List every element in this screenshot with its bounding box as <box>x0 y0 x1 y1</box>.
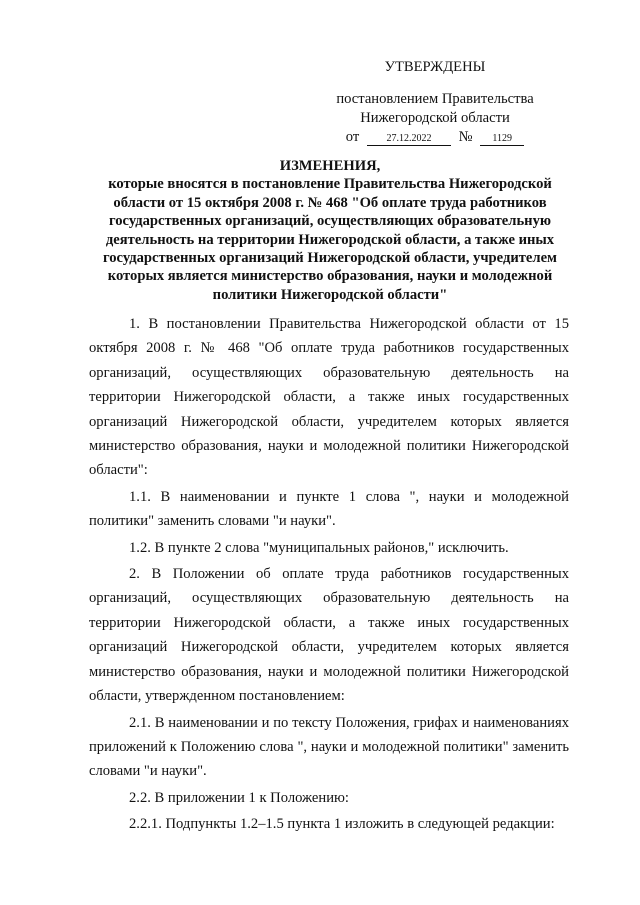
paragraph: 2.1. В наименовании и по тексту Положения, грифах и наименованиях приложений к Положению слова ", науки и молодежной политики" заменить словами "и науки". <box>89 714 569 780</box>
number-sign: № <box>458 129 473 145</box>
approval-block <box>300 58 570 147</box>
paragraph: 1.1. В наименовании и пункте 1 слова ", науки и молодежной политики" заменить словами "и науки". <box>89 488 569 530</box>
approval-line-1: постановлением Правительства <box>336 91 534 107</box>
approved-label: УТВЕРЖДЕНЫ <box>384 59 486 75</box>
from-label: от <box>345 129 360 145</box>
heading-subtitle: которые вносятся в постановление Правительства Нижегородской области от 15 октября 2008 г. № 468 "Об оплате труда работников государственных организаций, осуществляющих образовательную деятельность на территории Нижегородской области, а также иных государственных организаций Нижегородской области, учредителем которых является министерство образования, науки и молодежной политики Нижегородской области" <box>102 176 557 303</box>
approval-line-2: Нижегородской области <box>360 110 510 126</box>
approval-number: 1129 <box>480 133 524 146</box>
document-body <box>89 312 569 837</box>
approval-date-line <box>300 128 570 147</box>
paragraph: 1.2. В пункте 2 слова "муниципальных районов," исключить. <box>129 539 509 556</box>
approval-date: 27.12.2022 <box>367 133 451 146</box>
paragraph: 2.2.1. Подпункты 1.2–1.5 пункта 1 изложить в следующей редакции: <box>129 816 555 833</box>
paragraph: 2.2. В приложении 1 к Положению: <box>129 789 349 806</box>
paragraph: 1. В постановлении Правительства Нижегородской области от 15 октября 2008 г. № 468 "Об оплате труда работников государственных организаций, осуществляющих образовательную деятельность на территории Нижегородской области, а также иных государственных организаций Нижегородской области, учредителем которых является министерство образования, науки и молодежной политики Нижегородской области": <box>89 316 569 479</box>
paragraph: 2. В Положении об оплате труда работников государственных организаций, осуществляющих образовательную деятельность на территории Нижегородской области, а также иных государственных организаций Нижегородской области, учредителем которых является министерство образования, науки и молодежной политики Нижегородской области, утвержденном постановлением: <box>89 566 569 705</box>
document-heading <box>96 157 564 304</box>
heading-title: ИЗМЕНЕНИЯ, <box>279 158 381 174</box>
